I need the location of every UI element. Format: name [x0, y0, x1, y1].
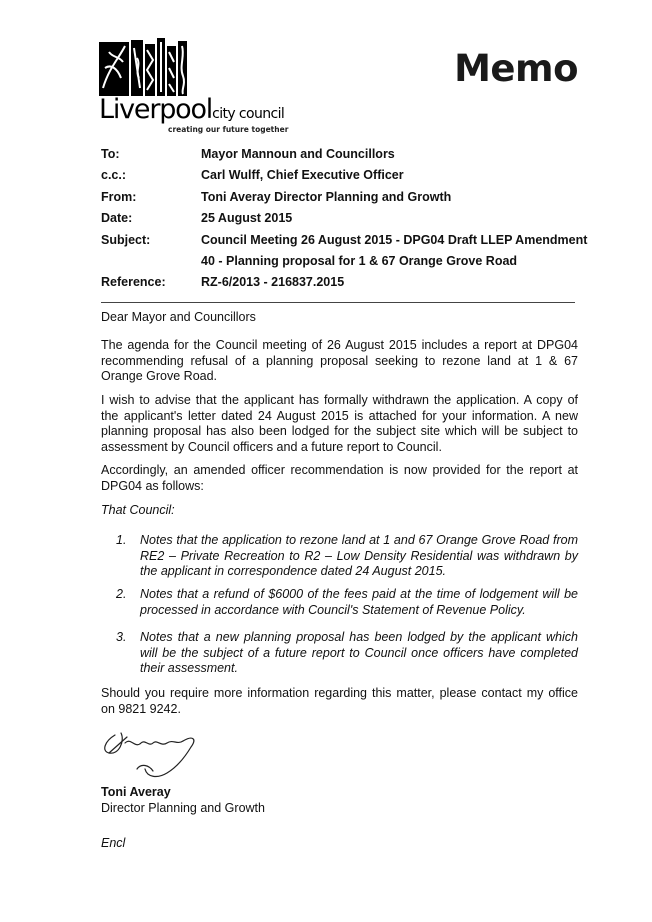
- list-item-text: Notes that a new planning proposal has been lodged by the applicant which will be the subject of a future report to Council once officers have completed their assessment.: [140, 630, 578, 675]
- list-item-number: 3.: [116, 630, 127, 644]
- subject-label: Subject:: [101, 233, 151, 247]
- wordmark-suffix: city council: [212, 106, 285, 122]
- to-value: Mayor Mannoun and Councillors: [201, 147, 395, 161]
- date-label: Date:: [101, 211, 133, 225]
- header-divider: [101, 302, 575, 303]
- logo-tagline: creating our future together: [168, 125, 289, 134]
- from-label: From:: [101, 190, 137, 204]
- list-item-number: 1.: [116, 533, 127, 547]
- closing-paragraph: Should you require more information regarding this matter, please contact my office on 9821 9242.: [101, 686, 578, 716]
- enclosure-note: Encl: [101, 836, 126, 850]
- that-council: That Council:: [101, 503, 175, 517]
- wordmark-main: Liverpool: [99, 94, 213, 125]
- reference-value: RZ-6/2013 - 216837.2015: [201, 275, 345, 289]
- signatory-title: Director Planning and Growth: [101, 801, 265, 815]
- signoff-block: [101, 784, 265, 851]
- subject-line-2: 40 - Planning proposal for 1 & 67 Orange Grove Road: [201, 254, 518, 268]
- from-value: Toni Averay Director Planning and Growth: [201, 190, 452, 204]
- cc-value: Carl Wulff, Chief Executive Officer: [201, 168, 404, 182]
- list-item-text: Notes that the application to rezone land at 1 and 67 Orange Grove Road from RE2 – Private Recreation to R2 – Low Density Residential was withdrawn by the applicant in correspondence dated 24 August 2015.: [140, 533, 578, 578]
- to-label: To:: [101, 147, 120, 161]
- council-logo-icon: [99, 38, 189, 98]
- subject-line-1: Council Meeting 26 August 2015 - DPG04 Draft LLEP Amendment: [201, 233, 588, 247]
- list-item-number: 2.: [116, 587, 127, 601]
- memo-title: Memo: [454, 47, 578, 90]
- cc-label: c.c.:: [101, 168, 127, 182]
- signature-image: [97, 723, 202, 783]
- list-item-text: Notes that a refund of $6000 of the fees paid at the time of lodgement will be processed in accordance with Council's Statement of Revenue Policy.: [140, 587, 578, 617]
- paragraph-1: The agenda for the Council meeting of 26 August 2015 includes a report at DPG04 recommending refusal of a planning proposal seeking to rezone land at 1 & 67 Orange Grove Road.: [101, 338, 578, 383]
- council-wordmark: [99, 96, 284, 123]
- date-value: 25 August 2015: [201, 211, 293, 225]
- salutation: Dear Mayor and Councillors: [101, 310, 256, 324]
- paragraph-3: Accordingly, an amended officer recommendation is now provided for the report at DPG04 as follows:: [101, 463, 578, 493]
- signatory-name: Toni Averay: [101, 785, 171, 799]
- reference-label: Reference:: [101, 275, 166, 289]
- paragraph-2: I wish to advise that the applicant has formally withdrawn the application. A copy of the applicant's letter dated 24 August 2015 is attached for your information. A new planning proposal has also been lodged for the subject site which will be subject to assessment by Council officers and a future report to Council.: [101, 393, 578, 454]
